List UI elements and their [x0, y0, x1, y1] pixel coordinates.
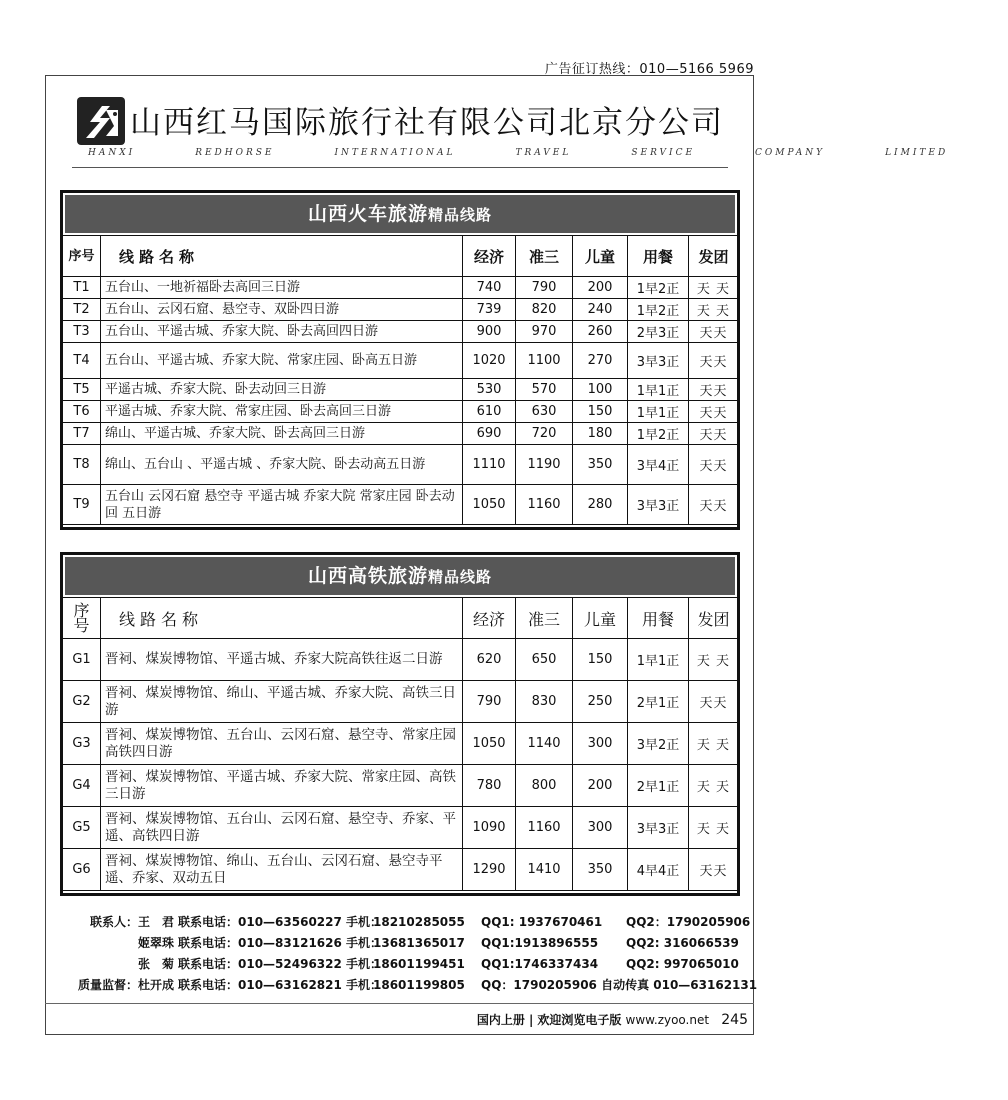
contact-phone: 联系电话：010—52496322 手机： — [178, 957, 383, 971]
meal-plan: 3早4正 — [628, 445, 689, 485]
table-row — [63, 277, 739, 299]
price-child: 260 — [573, 321, 628, 343]
train-title-main: 山西火车旅游 — [307, 203, 428, 225]
price-standard: 1190 — [516, 445, 573, 485]
contact-role: 联系人： — [89, 915, 138, 929]
red-horse-logo-icon — [76, 96, 126, 146]
route-name: 晋祠、煤炭博物馆、平遥古城、乔家大院高铁往返二日游 — [101, 639, 463, 681]
departure-schedule: 天 天 — [689, 277, 739, 299]
price-child: 180 — [573, 423, 628, 445]
footer-divider — [45, 1003, 754, 1004]
contact-name: 王 君 — [138, 915, 175, 929]
route-code: T4 — [63, 343, 101, 379]
table-header-row — [63, 598, 739, 639]
price-economy: 1090 — [463, 807, 516, 849]
price-child: 200 — [573, 765, 628, 807]
route-name: 平遥古城、乔家大院、卧去动回三日游 — [101, 379, 463, 401]
departure-schedule: 天天 — [689, 849, 739, 891]
route-code: T6 — [63, 401, 101, 423]
meal-plan: 4早4正 — [628, 849, 689, 891]
price-child: 250 — [573, 681, 628, 723]
train-routes-table — [62, 235, 739, 525]
price-standard: 790 — [516, 277, 573, 299]
company-en-word: SERVICE — [631, 148, 696, 158]
route-code: T8 — [63, 445, 101, 485]
price-standard: 1100 — [516, 343, 573, 379]
col-child: 儿童 — [573, 598, 628, 639]
meal-plan: 2早1正 — [628, 681, 689, 723]
contact-phone: 联系电话：010—63560227 手机： — [178, 915, 383, 929]
route-name: 五台山、一地祈福卧去高回三日游 — [101, 277, 463, 299]
contact-mobile: 13681365017 — [373, 936, 465, 950]
meal-plan: 3早3正 — [628, 807, 689, 849]
table-header-row — [63, 236, 739, 277]
col-departure: 发团 — [689, 598, 739, 639]
page-number: 245 — [721, 1012, 748, 1028]
col-meals: 用餐 — [628, 598, 689, 639]
contact-role: 质量监督： — [77, 978, 138, 992]
contact-mobile: 18601199805 — [373, 978, 465, 992]
contact-name: 杜开成 — [138, 978, 175, 992]
company-en-word: COMPANY — [755, 148, 826, 158]
meal-plan: 1早2正 — [628, 423, 689, 445]
contact-mobile: 18601199451 — [373, 957, 465, 971]
price-economy: 690 — [463, 423, 516, 445]
price-economy: 620 — [463, 639, 516, 681]
price-economy: 1050 — [463, 723, 516, 765]
departure-schedule: 天天 — [689, 485, 739, 525]
hsr-section-title — [65, 557, 735, 595]
departure-schedule: 天天 — [689, 423, 739, 445]
route-code: G1 — [63, 639, 101, 681]
price-standard: 630 — [516, 401, 573, 423]
price-standard: 570 — [516, 379, 573, 401]
table-row — [63, 299, 739, 321]
price-standard: 1410 — [516, 849, 573, 891]
contact-qq2: QQ2: 997065010 — [626, 957, 739, 971]
meal-plan: 2早1正 — [628, 765, 689, 807]
col-economy: 经济 — [463, 598, 516, 639]
company-logo — [76, 96, 126, 146]
route-name: 晋祠、煤炭博物馆、绵山、五台山、云冈石窟、悬空寺平遥、乔家、双动五日 — [101, 849, 463, 891]
price-economy: 900 — [463, 321, 516, 343]
hsr-title-main: 山西高铁旅游 — [307, 565, 428, 587]
table-row — [63, 379, 739, 401]
header-divider — [72, 167, 728, 168]
price-economy: 1020 — [463, 343, 516, 379]
meal-plan: 1早2正 — [628, 277, 689, 299]
meal-plan: 3早2正 — [628, 723, 689, 765]
col-standard: 准三 — [516, 598, 573, 639]
contact-qq1: QQ1:1913896555 — [481, 936, 599, 950]
price-child: 300 — [573, 723, 628, 765]
contact-row — [60, 975, 760, 996]
route-code: G6 — [63, 849, 101, 891]
table-row — [63, 807, 739, 849]
col-seq: 序号 — [63, 236, 101, 277]
col-route: 线路名称 — [101, 236, 463, 277]
company-en-word: TRAVEL — [515, 148, 572, 158]
departure-schedule: 天 天 — [689, 765, 739, 807]
price-economy: 530 — [463, 379, 516, 401]
contact-mobile: 18210285055 — [373, 915, 465, 929]
price-standard: 1140 — [516, 723, 573, 765]
price-child: 150 — [573, 401, 628, 423]
price-economy: 1050 — [463, 485, 516, 525]
contact-row — [60, 954, 760, 975]
hsr-routes-section — [60, 552, 740, 896]
hsr-routes-table — [62, 597, 739, 891]
price-economy: 739 — [463, 299, 516, 321]
route-code: G5 — [63, 807, 101, 849]
route-name: 五台山、云冈石窟、悬空寺、双卧四日游 — [101, 299, 463, 321]
col-economy: 经济 — [463, 236, 516, 277]
meal-plan: 2早3正 — [628, 321, 689, 343]
contact-qq1: QQ1: 1937670461 — [481, 915, 603, 929]
page-footer — [477, 1011, 748, 1028]
company-name-cn: 山西红马国际旅行社有限公司北京分公司 — [130, 105, 724, 141]
route-code: T7 — [63, 423, 101, 445]
company-name-en — [88, 148, 1008, 158]
col-meals: 用餐 — [628, 236, 689, 277]
route-name: 五台山、平遥古城、乔家大院、常家庄园、卧高五日游 — [101, 343, 463, 379]
footer-separator: | — [528, 1013, 534, 1027]
departure-schedule: 天天 — [689, 321, 739, 343]
price-standard: 650 — [516, 639, 573, 681]
price-child: 350 — [573, 445, 628, 485]
route-code: T9 — [63, 485, 101, 525]
price-standard: 1160 — [516, 807, 573, 849]
route-name: 晋祠、煤炭博物馆、五台山、云冈石窟、悬空寺、乔家、平遥、高铁四日游 — [101, 807, 463, 849]
company-en-word: LIMITED — [885, 148, 949, 158]
price-child: 280 — [573, 485, 628, 525]
route-name: 晋祠、煤炭博物馆、平遥古城、乔家大院、常家庄园、高铁三日游 — [101, 765, 463, 807]
price-standard: 800 — [516, 765, 573, 807]
company-en-word: REDHORSE — [195, 148, 275, 158]
train-title-sub: 精品线路 — [428, 206, 493, 224]
route-code: T5 — [63, 379, 101, 401]
table-row — [63, 849, 739, 891]
meal-plan: 1早1正 — [628, 639, 689, 681]
col-departure: 发团 — [689, 236, 739, 277]
route-name: 平遥古城、乔家大院、常家庄园、卧去高回三日游 — [101, 401, 463, 423]
table-row — [63, 639, 739, 681]
contact-list — [60, 912, 760, 996]
table-row — [63, 765, 739, 807]
table-row — [63, 321, 739, 343]
contact-row — [60, 912, 760, 933]
price-child: 240 — [573, 299, 628, 321]
company-en-word: HANXI — [88, 148, 136, 158]
departure-schedule: 天 天 — [689, 807, 739, 849]
departure-schedule: 天 天 — [689, 639, 739, 681]
price-child: 350 — [573, 849, 628, 891]
meal-plan: 3早3正 — [628, 485, 689, 525]
price-economy: 1110 — [463, 445, 516, 485]
price-economy: 740 — [463, 277, 516, 299]
contact-qq1: QQ：1790205906 自动传真 010—63162131 — [481, 978, 758, 992]
col-standard: 准三 — [516, 236, 573, 277]
hsr-title-sub: 精品线路 — [428, 568, 493, 586]
table-row — [63, 401, 739, 423]
route-code: G4 — [63, 765, 101, 807]
table-row — [63, 445, 739, 485]
departure-schedule: 天天 — [689, 401, 739, 423]
price-economy: 610 — [463, 401, 516, 423]
route-name: 绵山、平遥古城、乔家大院、卧去高回三日游 — [101, 423, 463, 445]
footer-slogan: 欢迎浏览电子版 — [537, 1013, 622, 1027]
price-standard: 820 — [516, 299, 573, 321]
footer-url-link[interactable]: www.zyoo.net — [625, 1013, 710, 1027]
meal-plan: 1早2正 — [628, 299, 689, 321]
contact-phone: 联系电话：010—83121626 手机： — [178, 936, 383, 950]
price-standard: 830 — [516, 681, 573, 723]
route-code: T1 — [63, 277, 101, 299]
departure-schedule: 天天 — [689, 343, 739, 379]
contact-phone: 联系电话：010—63162821 手机： — [178, 978, 383, 992]
price-child: 100 — [573, 379, 628, 401]
route-name: 晋祠、煤炭博物馆、五台山、云冈石窟、悬空寺、常家庄园高铁四日游 — [101, 723, 463, 765]
price-standard: 1160 — [516, 485, 573, 525]
departure-schedule: 天 天 — [689, 299, 739, 321]
route-name: 绵山、五台山 、平遥古城 、乔家大院、卧去动高五日游 — [101, 445, 463, 485]
route-name: 五台山 云冈石窟 悬空寺 平遥古城 乔家大院 常家庄园 卧去动回 五日游 — [101, 485, 463, 525]
meal-plan: 1早1正 — [628, 379, 689, 401]
price-child: 200 — [573, 277, 628, 299]
table-row — [63, 343, 739, 379]
price-child: 150 — [573, 639, 628, 681]
footer-volume: 国内上册 — [476, 1013, 525, 1027]
departure-schedule: 天天 — [689, 681, 739, 723]
price-child: 270 — [573, 343, 628, 379]
route-name: 五台山、平遥古城、乔家大院、卧去高回四日游 — [101, 321, 463, 343]
departure-schedule: 天天 — [689, 379, 739, 401]
meal-plan: 3早3正 — [628, 343, 689, 379]
col-child: 儿童 — [573, 236, 628, 277]
price-economy: 1290 — [463, 849, 516, 891]
route-code: G3 — [63, 723, 101, 765]
table-row — [63, 423, 739, 445]
route-code: T2 — [63, 299, 101, 321]
route-name: 晋祠、煤炭博物馆、绵山、平遥古城、乔家大院、高铁三日游 — [101, 681, 463, 723]
contact-qq2: QQ2: 316066539 — [626, 936, 739, 950]
route-code: T3 — [63, 321, 101, 343]
departure-schedule: 天 天 — [689, 723, 739, 765]
price-standard: 970 — [516, 321, 573, 343]
meal-plan: 1早1正 — [628, 401, 689, 423]
table-row — [63, 723, 739, 765]
train-section-title — [65, 195, 735, 233]
contact-qq1: QQ1:1746337434 — [481, 957, 599, 971]
table-row — [63, 681, 739, 723]
contact-name: 张 菊 — [138, 957, 175, 971]
col-route: 线路名称 — [101, 598, 463, 639]
contact-row — [60, 933, 760, 954]
price-child: 300 — [573, 807, 628, 849]
col-seq: 序号 — [63, 598, 101, 639]
route-code: G2 — [63, 681, 101, 723]
train-routes-section — [60, 190, 740, 530]
departure-schedule: 天天 — [689, 445, 739, 485]
price-standard: 720 — [516, 423, 573, 445]
price-economy: 780 — [463, 765, 516, 807]
ad-hotline: 广告征订热线：010—5166 5969 — [544, 62, 754, 77]
contact-name: 姬翠珠 — [138, 936, 175, 950]
table-row — [63, 485, 739, 525]
price-economy: 790 — [463, 681, 516, 723]
company-en-word: INTERNATIONAL — [334, 148, 456, 158]
contact-qq2: QQ2：1790205906 — [626, 915, 751, 929]
